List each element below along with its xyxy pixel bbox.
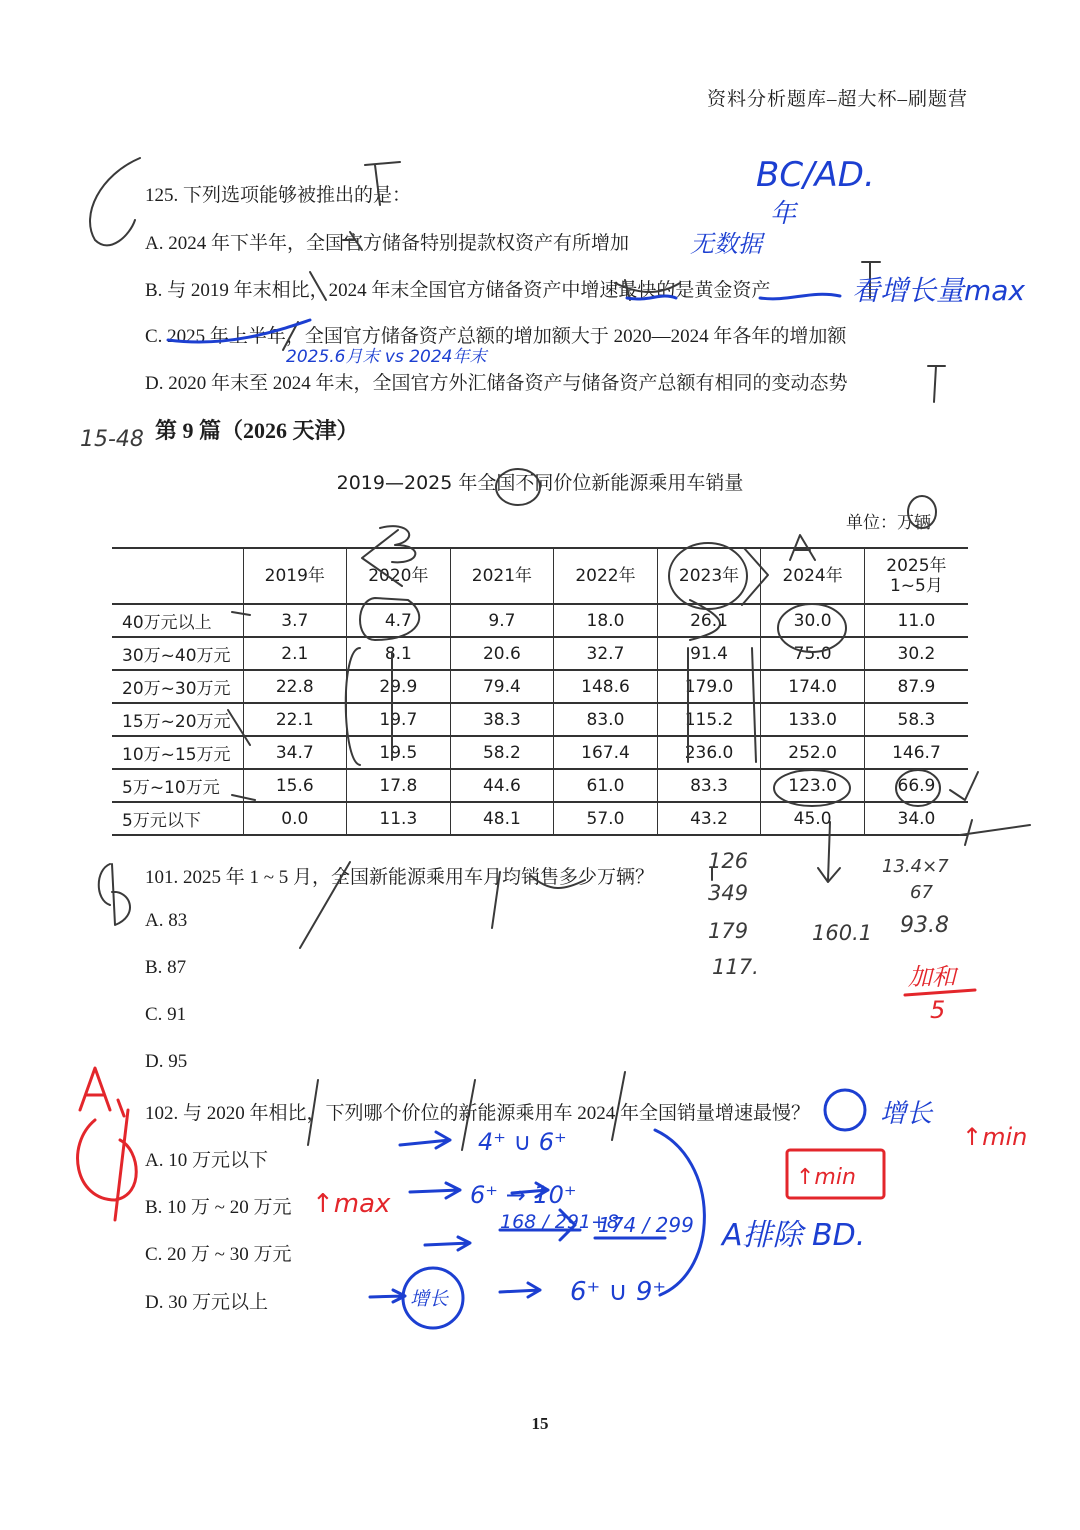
table-cell: 58.3 xyxy=(864,703,968,736)
column-header: 2019年 xyxy=(243,548,347,604)
question-101-option-a: A. 83 xyxy=(145,910,188,931)
section-heading: 第 9 篇（2026 天津） xyxy=(155,418,359,443)
table-cell: 30.2 xyxy=(864,637,968,670)
table-cell: 123.0 xyxy=(761,769,865,802)
question-102-option-c: C. 20 万 ~ 30 万元 xyxy=(145,1244,292,1265)
table-cell: 18.0 xyxy=(554,604,658,637)
table-cell: 8.1 xyxy=(347,637,451,670)
table-cell: 87.9 xyxy=(864,670,968,703)
blue-circle-growth xyxy=(403,1268,463,1328)
table-cell: 38.3 xyxy=(450,703,554,736)
table-cell: 252.0 xyxy=(761,736,865,769)
blue-note-b: 看增长量max xyxy=(852,274,1026,307)
page-number: 15 xyxy=(531,1414,549,1433)
pencil-letter-b xyxy=(99,864,130,925)
table-cell: 61.0 xyxy=(554,769,658,802)
table-cell: 148.6 xyxy=(554,670,658,703)
table-cell: 22.1 xyxy=(243,703,347,736)
column-header: 2024年 xyxy=(761,548,865,604)
red-fraction-bar xyxy=(905,990,975,995)
pencil-letter-c xyxy=(90,158,140,245)
table-cell: 29.9 xyxy=(347,670,451,703)
table-cell: 58.2 xyxy=(450,736,554,769)
table-cell: 22.8 xyxy=(243,670,347,703)
pencil-calc: 93.8 xyxy=(900,913,949,938)
blue-note-growth: 增长 xyxy=(880,1099,933,1129)
table-cell: 236.0 xyxy=(657,736,761,769)
table-cell: 133.0 xyxy=(761,703,865,736)
question-101-stem: 101. 2025 年 1 ~ 5 月，全国新能源乘用车月均销售多少万辆？ xyxy=(145,867,655,888)
red-note-min-box: ↑min xyxy=(796,1165,856,1190)
question-125-stem: 125. 下列选项能够被推出的是： xyxy=(145,185,412,206)
table-row xyxy=(112,769,968,802)
table-cell: 26.1 xyxy=(657,604,761,637)
pencil-calc: 179 xyxy=(708,919,749,943)
question-102-option-d: D. 30 万元以上 xyxy=(145,1292,268,1313)
table-cell: 83.0 xyxy=(554,703,658,736)
blue-less-than xyxy=(560,1210,575,1240)
row-label: 5万~10万元 xyxy=(112,769,243,802)
question-101-option-d: D. 95 xyxy=(145,1051,188,1072)
table-cell: 146.7 xyxy=(864,736,968,769)
question-125-option-b: B. 与 2019 年末相比，2024 年末全国官方储备资产中增速最快的是黄金资产 xyxy=(145,280,771,301)
pencil-calc2: 13.4×7 xyxy=(882,856,949,877)
table-cell: 115.2 xyxy=(657,703,761,736)
table-row xyxy=(112,703,968,736)
blue-arrow-6 xyxy=(500,1283,540,1297)
blue-brace xyxy=(655,1130,704,1295)
question-101-option-c: C. 91 xyxy=(145,1004,187,1025)
blue-note-growth-circled: 增长 xyxy=(410,1288,449,1310)
table-cell: 11.0 xyxy=(864,604,968,637)
table-cell: 75.0 xyxy=(761,637,865,670)
header-corner xyxy=(112,548,243,604)
pencil-calc: 160.1 xyxy=(812,921,873,945)
blue-circle-slow xyxy=(825,1090,865,1130)
table-unit: 单位：万辆 xyxy=(846,513,931,533)
table-cell: 15.6 xyxy=(243,769,347,802)
table-cell: 43.2 xyxy=(657,802,761,835)
column-header: 2025年 1~5月 xyxy=(864,548,968,604)
sales-table xyxy=(112,547,968,836)
table-cell: 44.6 xyxy=(450,769,554,802)
table-cell: 2.1 xyxy=(243,637,347,670)
table-cell: 17.8 xyxy=(347,769,451,802)
table-cell: 4.7 xyxy=(347,604,451,637)
question-102-stem: 102. 与 2020 年相比，下列哪个价位的新能源乘用车 2024 年全国销量增速最慢？ xyxy=(145,1103,811,1124)
blue-q102-note: 6⁺ → 10⁺ xyxy=(470,1181,577,1209)
blue-note-conclusion: A排除 BD. xyxy=(722,1218,866,1253)
table-cell: 3.7 xyxy=(243,604,347,637)
table-header-row xyxy=(112,548,968,604)
pencil-note-left: 15-48 xyxy=(80,427,144,452)
blue-arrow-1 xyxy=(400,1132,450,1148)
table-cell: 30.0 xyxy=(761,604,865,637)
blue-arrow-4 xyxy=(425,1237,470,1250)
table-cell: 34.7 xyxy=(243,736,347,769)
blue-note-a: 无数据 xyxy=(690,230,762,258)
table-cell: 0.0 xyxy=(243,802,347,835)
blue-note-top2: 年 xyxy=(770,199,797,229)
table-cell: 19.5 xyxy=(347,736,451,769)
question-101-option-b: B. 87 xyxy=(145,957,187,978)
question-102-option-a: A. 10 万元以下 xyxy=(145,1150,268,1171)
blue-q102-frac2: 174 / 299 xyxy=(598,1213,694,1237)
blue-note-c: 2025.6月末 vs 2024年末 xyxy=(286,347,487,367)
table-row xyxy=(112,670,968,703)
table-cell: 48.1 xyxy=(450,802,554,835)
blue-note-top: BC/AD. xyxy=(756,155,875,195)
pencil-calc: 126 xyxy=(708,849,749,873)
table-cell: 57.0 xyxy=(554,802,658,835)
table-row xyxy=(112,637,968,670)
question-125-option-d: D. 2020 年末至 2024 年末，全国官方外汇储备资产与储备资产总额有相同的变动态势 xyxy=(145,373,848,394)
red-note-max: ↑max xyxy=(312,1189,391,1219)
blue-fraction-bars xyxy=(500,1230,665,1238)
column-header: 2020年 xyxy=(347,548,451,604)
red-note-sum: 加和 xyxy=(908,963,956,991)
red-note-min: ↑min xyxy=(962,1123,1028,1151)
blue-arrow-5 xyxy=(370,1290,405,1302)
table-cell: 32.7 xyxy=(554,637,658,670)
red-letter-a xyxy=(80,1068,124,1116)
row-label: 5万元以下 xyxy=(112,802,243,835)
table-cell: 34.0 xyxy=(864,802,968,835)
column-header: 2023年 xyxy=(657,548,761,604)
table-row xyxy=(112,736,968,769)
red-note-five: 5 xyxy=(930,996,946,1024)
table-cell: 83.3 xyxy=(657,769,761,802)
table-cell: 20.6 xyxy=(450,637,554,670)
blue-q102-note: 6⁺ ∪ 9⁺ xyxy=(570,1277,667,1307)
table-cell: 179.0 xyxy=(657,670,761,703)
table-cell: 167.4 xyxy=(554,736,658,769)
row-label: 10万~15万元 xyxy=(112,736,243,769)
blue-q102-frac1: 168 / 291+8 xyxy=(500,1211,620,1233)
question-125-option-c: C. 2025 年上半年，全国官方储备资产总额的增加额大于 2020—2024 年各年的增加额 xyxy=(145,326,847,347)
row-label: 40万元以上 xyxy=(112,604,243,637)
pencil-t-d xyxy=(928,366,945,402)
table-title: 2019—2025 年全国不同价位新能源乘用车销量 xyxy=(336,472,744,494)
question-102-option-b: B. 10 万 ~ 20 万元 xyxy=(145,1197,292,1218)
table-cell: 19.7 xyxy=(347,703,451,736)
row-label: 20万~30万元 xyxy=(112,670,243,703)
blue-q102-note: 4⁺ ∪ 6⁺ xyxy=(478,1128,567,1156)
column-header: 2022年 xyxy=(554,548,658,604)
pencil-calc: 117. xyxy=(712,955,759,979)
table-cell: 66.9 xyxy=(864,769,968,802)
red-circle-letter xyxy=(78,1120,137,1200)
blue-arrow-3 xyxy=(512,1183,548,1197)
column-header: 2021年 xyxy=(450,548,554,604)
pencil-calc: 349 xyxy=(708,881,749,905)
table-cell: 79.4 xyxy=(450,670,554,703)
blue-arrow-2 xyxy=(410,1183,460,1198)
pencil-division xyxy=(960,820,1030,845)
red-box xyxy=(787,1150,884,1198)
row-label: 30万~40万元 xyxy=(112,637,243,670)
table-row xyxy=(112,604,968,637)
row-label: 15万~20万元 xyxy=(112,703,243,736)
pencil-t-b xyxy=(862,262,880,298)
question-125-option-a: A. 2024 年下半年，全国官方储备特别提款权资产有所增加 xyxy=(145,233,629,254)
red-strike xyxy=(115,1110,128,1220)
table-cell: 174.0 xyxy=(761,670,865,703)
table-cell: 11.3 xyxy=(347,802,451,835)
running-header: 资料分析题库–超大杯–刷题营 xyxy=(706,89,968,110)
pencil-calc2: 67 xyxy=(910,882,933,903)
table-cell: 9.7 xyxy=(450,604,554,637)
table-cell: 45.0 xyxy=(761,802,865,835)
table-cell: 91.4 xyxy=(657,637,761,670)
table-row xyxy=(112,802,968,835)
